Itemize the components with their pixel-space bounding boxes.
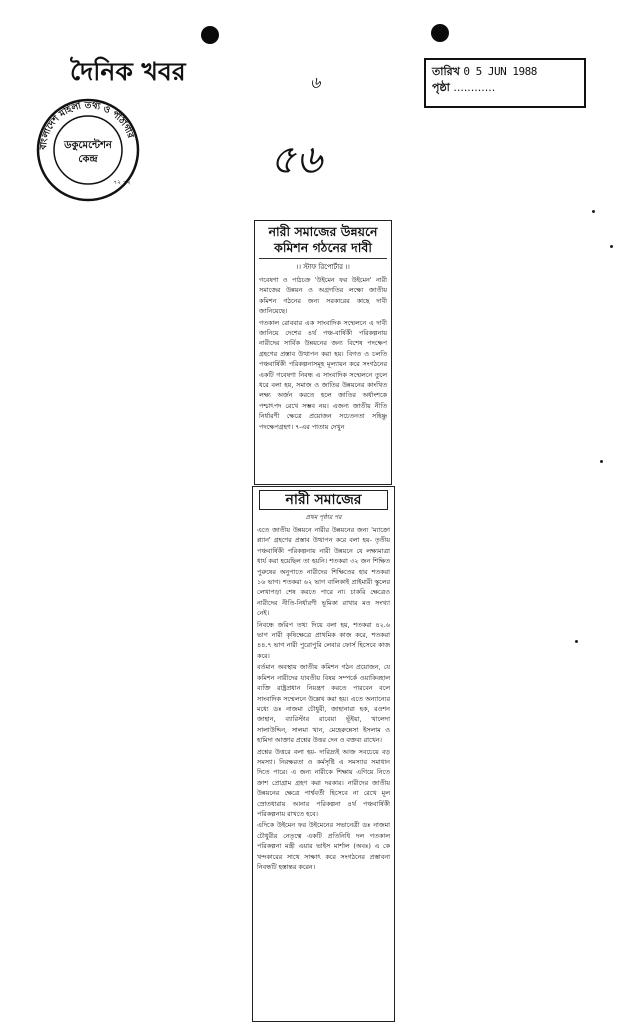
punch-hole-right [431, 24, 449, 42]
stamp-date-label: তারিখ [432, 65, 460, 78]
continuation-paragraph: বর্তমান অবস্থায় জাতীয় কমিশন গঠন প্রয়োজন, যে কমিশন নারীদের যাবতীয় বিষয় সম্পর্কে ওয়াকিবহাল ব্যক্তি রাষ্ট্রপ্রধান নিয়ন্ত্রণ করতে পারবেন বলে সাংবাদিক সম্মেলনে উল্লেখ করা হয়। এতে অন্যান্যের মধ্যে ডঃ নাজমা চৌধুরী, জাহানারা হক, রওশন জাহান, ব্যারিস্টার রাবেয়া ভূঁইয়া, খালেদা সালাউদ্দিন, সালমা খান, মেহেরুন্নেসা ইসলাম ও হামিদা আক্তার প্রশ্নের উত্তর দেন ও বক্তব্য রাখেন। [257, 663, 390, 745]
seal-number: ৭২ ৭২ [113, 179, 131, 186]
article-byline: ।। স্টাফ রিপোর্টার ।। [296, 263, 350, 271]
seal-center-line1: ডকুমেন্টেশন [64, 140, 112, 151]
speck [600, 460, 603, 463]
stamp-date-value: 0 5 JUN 1988 [463, 65, 537, 78]
article-paragraph: গতকাল রোববার এক সাংবাদিক সম্মেলনে এ দাবী জানিয়ে দেশের ৪র্থ পঞ্চ-বার্ষিকী পরিকল্পনায় নারীদের সার্বিক উন্নয়নের জন্য বিশেষ পদক্ষেপ গ্রহণের প্রস্তাব উত্থাপন করা হয়। বিগত ও চলতি পঞ্চবার্ষিকী পরিকল্পনাসমূহ মূল্যায়ন করে সংগঠনের একটি গবেষণা নিবন্ধ এ সাংবাদিক সম্মেলনে তুলে ধরে বলা হয়, সমাজ ও জাতির উন্নয়নের কাংখিত লক্ষ্য অর্জন করতে হলে জাতির অর্ধাংশকে পশ্চাৎপদ রেখে সম্ভব নয়। এজন্য জাতীয় নীতি নির্ধারণী ক্ষেত্রে প্রয়োজন সচেতনতা সহিষ্ণু পদক্ষেপগ্রহণ। ৭-এর পাতায় দেখুন [259, 318, 387, 431]
article-headline [259, 224, 387, 259]
headline-line-1: নারী সমাজের উন্নয়নে [268, 224, 378, 239]
handwritten-number: ৫৬ [270, 137, 322, 183]
punch-hole-left [201, 26, 219, 44]
continuation-from-page: প্রথম পৃষ্ঠার পর [305, 514, 342, 521]
news-clipping-continuation [252, 486, 395, 1022]
documentation-seal [26, 92, 150, 202]
headline-line-2: কমিশন গঠনের দাবী [274, 240, 372, 255]
page-mark: ৬ [310, 73, 321, 92]
speck [592, 210, 595, 213]
article-paragraph: গবেষণা ও পাঠচক্র 'উইমেন ফর উইমেন' নারী সমাজের উন্নয়ন ও অগ্রগতির লক্ষ্যে জাতীয় কমিশন গঠনের জন্য সরকারের কাছে দাবী জানিয়েছে। [259, 276, 387, 316]
seal-center-line2: কেন্দ্র [78, 154, 98, 165]
date-stamp: তারিখ 0 5 JUN 1988 পৃষ্ঠা ............ [424, 58, 586, 108]
newspaper-name: দৈনিক খবর [70, 57, 186, 86]
continuation-paragraph: নিবন্ধে জরিপ তথ্য দিয়ে বলা হয়, শতকরা ৪২.৬ ভাগ নারী কৃষিক্ষেত্রে প্রাথমিক কাজ করে, শতকরা ৪৪.৭ ভাগ নারী পুরোপুরি লেবার ফোর্স হিসেবে কাজ করে। [257, 620, 390, 660]
news-clipping-main [254, 220, 392, 485]
continuation-paragraph: এতে জাতীয় উন্নয়নে নারীর উন্নয়নের জন্য 'ম্যাক্রো প্ল্যান' গ্রহণের প্রস্তাব উত্থাপন করে বলা হয়- তৃতীয় পঞ্চবার্ষিকী পরিকল্পনায় নারী উন্নয়নে যে লক্ষ্যমাত্রা ধার্য করা হয়েছিল তা হয়নি। শতকরা ৩২ জন শিক্ষিত পুরুষের অনুপাতে নারীদের শিক্ষিতের হার শতকরা ১৬ ভাগ। শতকরা ৬২ ভাগ বালিকাই প্রাইমারী স্কুলের লেখাপড়া শেষ করতে পারে না। চাকরি ক্ষেত্রেও নারীদের নীতি-নির্ধারণী ভূমিকা রাখার মত সংখ্যা নেই। [257, 526, 390, 618]
continuation-headline: নারী সমাজের [259, 490, 388, 510]
speck [610, 245, 613, 248]
seal-ring-text: বাংলাদেশ মহিলা তথ্য ও পাঠাগার [38, 100, 136, 151]
continuation-paragraph: প্রশ্নের উত্তরে বলা হয়- দারিদ্র্যই আজ সবচেয়ে বড় সমস্যা। নিরক্ষরতা ও কর্মসৃষ্টি এ সমস্যার সমাধান দিতে পারে। এ জন্য নারীকে শিক্ষায় এগিয়ে নিতে ক্রাশ প্রোগ্রাম গ্রহণ করা দরকার। নারীদের জাতীয় উন্নয়নের ক্ষেত্রে পার্শ্ববর্তী হিসেবে না রেখে মূল স্রোতধারায় আনার পরিকল্পনা ৪র্থ পঞ্চবার্ষিকী পরিকল্পনায় রাখতে হবে। [257, 747, 390, 818]
stamp-page-label: পৃষ্ঠা [432, 81, 450, 94]
continuation-paragraph: এদিকে উইমেন ফর উইমেনের সভানেত্রী ডঃ নাজমা চৌধুরীর নেতৃত্বে একটি প্রতিনিধি দল গতকাল পরিকল্পনা মন্ত্রী এয়ার ভাইস মার্শাল (অবঃ) এ কে খন্দকারের সাথে সাক্ষাৎ করে সংগঠনের প্রস্তাবনা নিবন্ধটি হস্তান্তর করেন। [257, 821, 390, 871]
speck [575, 640, 578, 643]
